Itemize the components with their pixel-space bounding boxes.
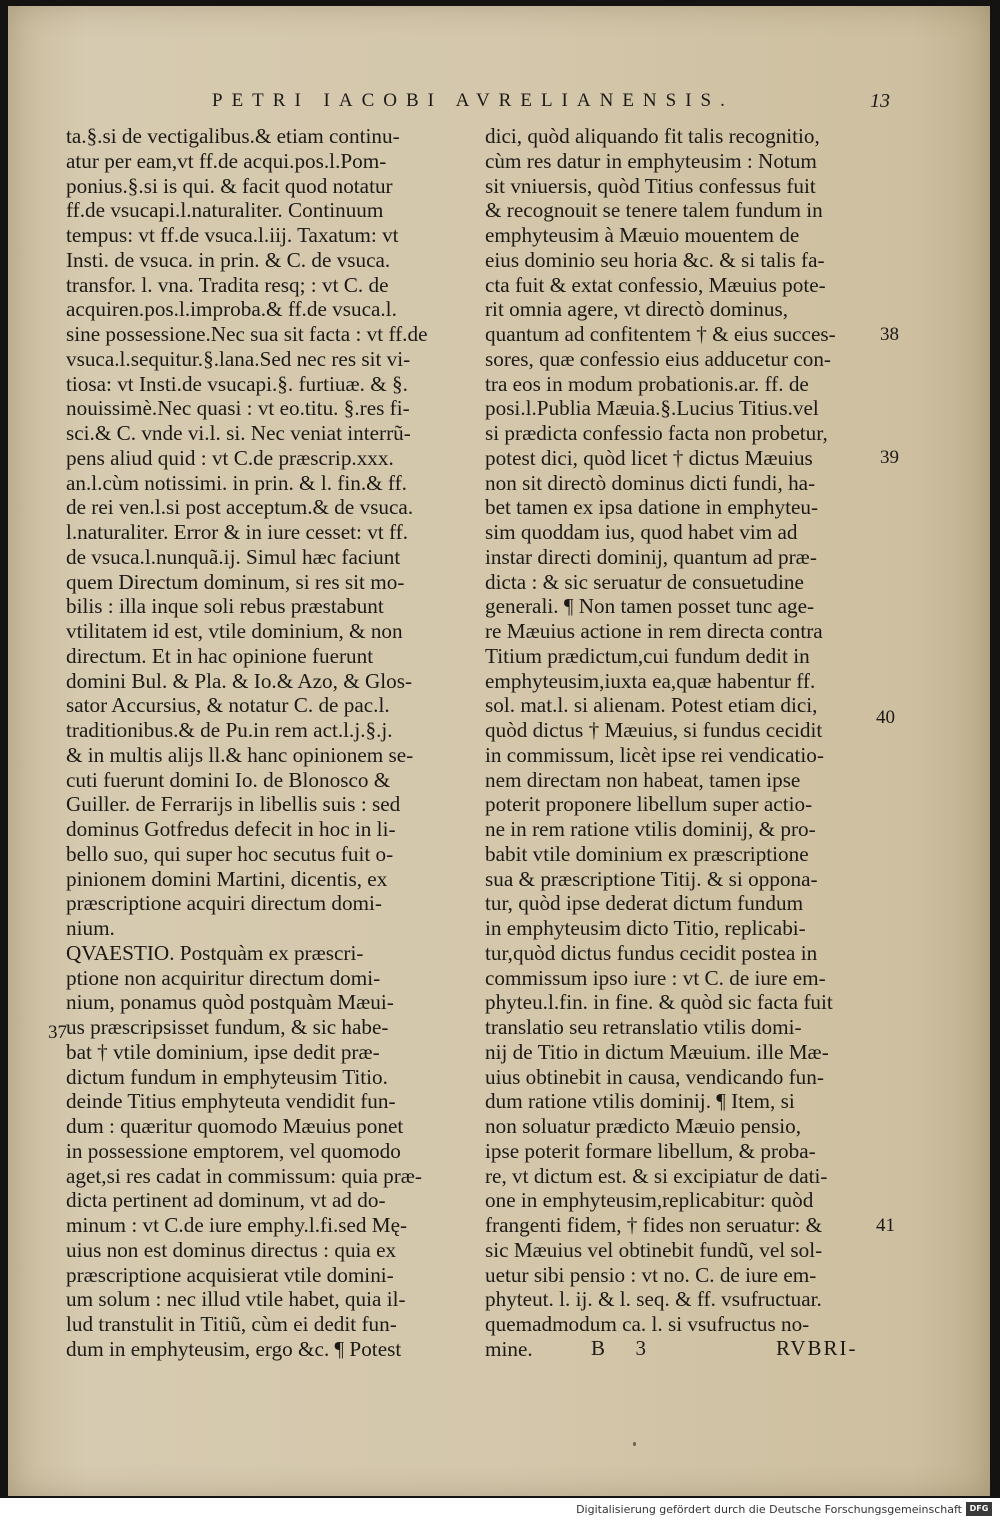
right-column-line: tra eos in modum probationis.ar. ff. de [485,371,809,396]
margin-number-38: 38 [880,324,899,345]
left-column-line: in possessione emptorem, vel quomodo [66,1138,401,1163]
left-column-line: sine possessione.Nec sua sit facta : vt ff.de [66,322,428,346]
left-column-line: pens aliud quid : vt C.de præscrip.xxx. [66,445,394,470]
left-column-line: traditionibus.& de Pu.in rem act.l.j.§.j. [66,718,393,742]
left-column-line: bat † vtile dominium, ipse dedit præ- [66,1039,380,1064]
margin-number-40: 40 [876,707,895,728]
dfg-logo: DFG [966,1502,992,1516]
right-column-line: eius dominio seu horia &c. & si talis fa- [485,247,825,272]
left-column-line: de rei ven.l.si post acceptum.& de vsuca. [66,495,414,520]
signature-letter: B [591,1336,606,1360]
left-column-line: dum : quæritur quomodo Mæuius ponet [66,1114,404,1138]
left-column-line: tempus: vt ff.de vsuca.l.iij. Taxatum: vt [66,223,399,247]
digitization-note: Digitalisierung gefördert durch die Deutsche Forschungsgemeinschaft [576,1503,962,1516]
right-column-line: phyteu.l.fin. in fine. & quòd sic facta fuit [485,990,833,1015]
left-column-line: dictum fundum in emphyteusim Titio. [66,1064,388,1089]
left-column-line: dominus Gotfredus defecit in hoc in li- [66,817,396,841]
left-column-line: de vsuca.l.nunquã.ij. Simul hæc faciunt [66,544,401,569]
right-column-line: si prædicta confessio facta non probetur, [485,421,828,445]
left-column-line: directum. Et in hac opinione fuerunt [66,643,374,668]
left-column-line: dum in emphyteusim, ergo &c. ¶ Potest [66,1336,402,1361]
right-column-line: quòd dictus † Mæuius, si fundus cecidit [485,718,823,742]
right-column-line: rit omnia agere, vt directò dominus, [485,297,789,322]
right-column-line: non soluatur prædicto Mæuio pensio, [485,1114,802,1138]
right-column-line: in emphyteusim dicto Titio, replicabi- [485,916,806,940]
right-column-line: babit vtile dominium ex præscriptione [485,841,809,866]
left-column-line: cuti fuerunt domini Io. de Blonosco & [66,767,391,792]
left-column-line: sator Accursius, & notatur C. de pac.l. [66,693,390,718]
right-column-line: ne in rem ratione vtilis dominij, & pro- [485,817,816,841]
left-column-line: an.l.cùm notissimi. in prin. & l. fin.& ff. [66,470,407,495]
left-column-line: QVAESTIO. Postquàm ex præscri- [66,940,364,965]
right-column-line: one in emphyteusim,replicabitur: quòd [485,1188,814,1213]
right-column-line: sua & præscriptione Titij. & si oppona- [485,866,818,891]
right-column-line: generali. ¶ Non tamen posset tunc age- [485,594,815,619]
left-column-line: transfor. l. vna. Tradita resq; : vt C. de [66,272,389,297]
right-column-line: sim quoddam ius, quod habet vim ad [485,520,798,544]
right-text-column [485,124,883,1362]
right-column-line: bet tamen ex ipsa datione in emphyteu- [485,495,819,520]
right-column-line: instar directi dominij, quantum ad præ- [485,544,817,569]
right-column-line: emphyteusim,iuxta ea,quæ habentur ff. [485,668,816,693]
right-column-line: nem directam non habeat, tamen ipse [485,767,801,792]
left-column-line: us præscripsisset fundum, & sic habe- [66,1015,389,1039]
right-column-line: tur, quòd ipse dederat dictum fundum [485,891,804,916]
left-column-line: præscriptione acquisierat vtile domini- [66,1262,394,1287]
right-column-line: Titium prædictum,cui fundum dedit in [485,643,810,668]
right-column-line: quantum ad confitentem † & eius succes- [485,322,836,346]
left-column-line: um solum : nec illud vtile habet, quia il- [66,1287,406,1312]
right-column-line: translatio seu retranslatio vtilis domi- [485,1015,802,1039]
left-column-line: nouissimè.Nec quasi : vt eo.titu. §.res fi- [66,396,410,421]
left-column-line: ponius.§.si is qui. & facit quod notatur [66,173,393,198]
running-head: PETRI IACOBI AVRELIANENSIS. [212,90,734,111]
left-column-line: & in multis alijs ll.& hanc opinionem se- [66,742,414,767]
right-column-line: re, vt dictum est. & si excipiatur de dati- [485,1163,828,1188]
right-column-line: ipse poterit formare libellum, & proba- [485,1138,816,1163]
left-column-line: bello suo, qui super hoc secutus fuit o- [66,841,394,866]
left-column-line: lud transtulit in Titiũ, cùm ei dedit fun- [66,1312,397,1336]
left-column-line: vsuca.l.sequitur.§.lana.Sed nec res sit vi- [66,346,411,371]
left-column-line: Insti. de vsuca. in prin. & C. de vsuca. [66,247,391,272]
left-column-line: pinionem domini Martini, dicentis, ex [66,866,388,891]
right-column-line: dici, quòd aliquando fit talis recognitio, [485,124,820,148]
right-column-line: emphyteusim à Mæuio mouentem de [485,223,800,247]
catchword: RVBRI- [776,1336,858,1360]
left-column-line: uius non est dominus directus : quia ex [66,1237,397,1262]
left-column-line: minum : vt C.de iure emphy.l.fi.sed Mę- [66,1213,408,1237]
left-column-line: nium, ponamus quòd postquàm Mæui- [66,990,394,1015]
right-column-line: sol. mat.l. si alienam. Potest etiam dici, [485,693,818,718]
left-column-line: acquiren.pos.l.improba.& ff.de vsuca.l. [66,297,397,322]
left-text-column [66,124,476,1362]
signature-mark [591,1336,646,1361]
right-column-line: poterit proponere libellum super actio- [485,792,813,817]
left-column-line: atur per eam,vt ff.de acqui.pos.l.Pom- [66,148,387,173]
right-column-line: posi.l.Publia Mæuia.§.Lucius Titius.vel [485,396,819,421]
right-column-line: dum ratione vtilis dominij. ¶ Item, si [485,1089,795,1114]
left-column-line: l.naturaliter. Error & in iure cesset: vt ff. [66,520,409,544]
right-column-line: tur,quòd dictus fundus cecidit postea in [485,940,818,965]
left-column-line: dicta pertinent ad dominum, vt ad do- [66,1188,386,1213]
right-column-line: frangenti fidem, † fides non seruatur: & [485,1213,823,1237]
left-column-line: ta.§.si de vectigalibus.& etiam continu- [66,124,400,148]
margin-number-39: 39 [880,447,899,468]
margin-number-41: 41 [876,1215,895,1236]
left-column-line: domini Bul. & Pla. & Io.& Azo, & Glos- [66,668,413,693]
left-column-line: nium. [66,916,115,940]
right-column-line: in commissum, licèt ipse rei vendicatio- [485,742,824,767]
left-column-line: ptione non acquiritur directum domi- [66,965,381,990]
left-column-line: præscriptione acquiri directum domi- [66,891,382,916]
right-column-line: sores, quæ confessio eius adducetur con- [485,346,831,371]
right-column-line: nij de Titio in dictum Mæuium. ille Mæ- [485,1039,829,1064]
margin-number-37: 37 [48,1022,67,1043]
left-column-line: bilis : illa inque soli rebus præstabunt [66,594,384,619]
right-column-line: quemadmodum ca. l. si vsufructus no- [485,1312,810,1336]
left-column-line: sci.& C. vnde vi.l. si. Nec veniat interrũ- [66,421,411,445]
left-column-line: deinde Titius emphyteuta vendidit fun- [66,1089,396,1114]
book-page [8,6,990,1496]
right-column-line: cta fuit & extat confessio, Mæuius pote- [485,272,826,297]
left-column-line: quem Directum dominum, si res sit mo- [66,569,405,594]
right-column-line: cùm res datur in emphyteusim : Notum [485,148,817,173]
right-column-line: potest dici, quòd licet † dictus Mæuius [485,445,813,470]
right-column-line: commissum ipso iure : vt C. de iure em- [485,965,826,990]
signature-number: 3 [635,1336,647,1360]
left-column-line: aget,si res cadat in commissum: quia præ- [66,1163,422,1188]
left-column-line: tiosa: vt Insti.de vsucapi.§. furtiuæ. & §. [66,371,408,396]
right-column-line: uius obtinebit in causa, vendicando fun- [485,1064,824,1089]
left-column-line: ff.de vsucapi.l.naturaliter. Continuum [66,198,384,223]
right-column-line: sic Mæuius vel obtinebit fundũ, vel sol- [485,1237,823,1262]
folio-number: 13 [870,90,890,112]
left-column-line: vtilitatem id est, vtile dominium, & non [66,619,403,643]
right-column-line: sit vniuersis, quòd Titius confessus fuit [485,173,816,198]
right-column-line: non sit directò dominus dicti fundi, ha- [485,470,816,495]
right-column-line: phyteut. l. ij. & l. seq. & ff. vsufructuar. [485,1287,822,1312]
right-column-line: mine. [485,1336,533,1361]
right-column-line: uetur sibi pensio : vt no. C. de iure em- [485,1262,817,1287]
left-column-line: Guiller. de Ferrarijs in libellis suis : sed [66,792,401,817]
right-column-line: re Mæuius actione in rem directa contra [485,619,823,643]
right-column-line: dicta : & sic seruatur de consuetudine [485,569,804,594]
paper-speck [633,1442,636,1446]
right-column-line: & recognouit se tenere talem fundum in [485,198,823,223]
